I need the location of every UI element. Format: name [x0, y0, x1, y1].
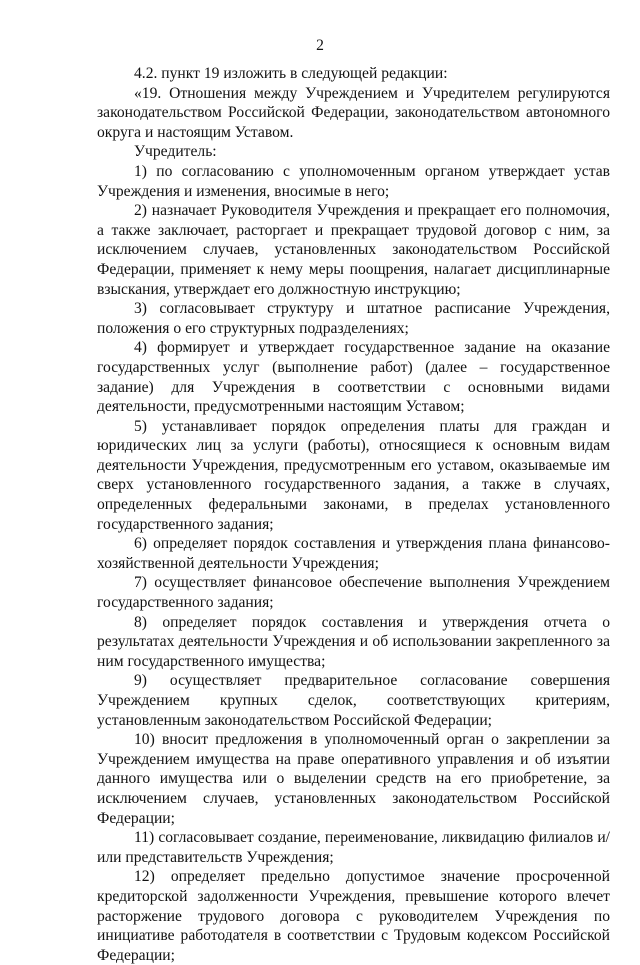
- document-body: [97, 64, 610, 965]
- founder-power-12: 12) определяет предельно допустимое значение просроченной кредиторской задолженности Учреждения, превышение которого влечет расторжение трудового договора с руководителем Учреждения по инициативе работодателя в соответствии с Трудовым кодексом Российской Федерации;: [97, 868, 610, 964]
- founder-power-7: 7) осуществляет финансовое обеспечение выполнения Учреждением государственного задания;: [97, 574, 610, 612]
- founder-power-4: 4) формирует и утверждает государственное задание на оказание государственных услуг (выполнение работ) (далее – государственное задание) для Учреждения в соответствии с основными видами деятельности, предусмотренными настоящим Уставом;: [97, 339, 610, 416]
- founder-power-10: 10) вносит предложения в уполномоченный орган о закреплении за Учреждением имущества на праве оперативного управления и об изъятии данного имущества или о выделении средств на его приобретение, за исключением случаев, установленных законодательством Российской Федерации;: [97, 731, 610, 827]
- founder-power-11: 11) согласовывает создание, переименование, ликвидацию филиалов и/или представительств Учреждения;: [97, 829, 610, 866]
- founder-power-9: 9) осуществляет предварительное согласование совершения Учреждением крупных сделок, соответствующих критериям, установленным законодательством Российской Федерации;: [97, 672, 610, 729]
- founder-power-3: 3) согласовывает структуру и штатное расписание Учреждения, положения о его структурных подразделениях;: [97, 300, 610, 337]
- page-number: 2: [316, 37, 324, 54]
- founder-power-5: 5) устанавливает порядок определения платы для граждан и юридических лиц за услуги (работы), относящиеся к основным видам деятельности Учреждения, предусмотренным его уставом, оказываемые им сверх установленного государственного задания, а также в случаях, определенных федеральными законами, в пределах установленного государственного задания;: [97, 417, 610, 533]
- founder-power-1: 1) по согласованию с уполномоченным органом утверждает устав Учреждения и изменения, вносимые в него;: [97, 162, 610, 200]
- amendment-intro: 4.2. пункт 19 изложить в следующей редакции:: [134, 65, 448, 82]
- founder-power-2: 2) назначает Руководителя Учреждения и прекращает его полномочия, а также заключает, расторгает и прекращает трудовой договор с ним, за исключением случаев, установленных законодательством Российской Федерации, применяет к нему меры поощрения, налагает дисциплинарные взыскания, утверждает его должностную инструкцию;: [97, 202, 610, 298]
- founder-power-6: 6) определяет порядок составления и утверждения плана финансово-хозяйственной деятельности Учреждения;: [97, 535, 610, 572]
- founder-power-8: 8) определяет порядок составления и утверждения отчета о результатах деятельности Учреждения и об использовании закрепленного за ним государственного имущества;: [97, 613, 610, 670]
- clause-19-text: «19. Отношения между Учреждением и Учредителем регулируются законодательством Российской Федерации, законодательством автономного округа и настоящим Уставом.: [97, 84, 610, 141]
- founder-heading: Учредитель:: [134, 143, 217, 161]
